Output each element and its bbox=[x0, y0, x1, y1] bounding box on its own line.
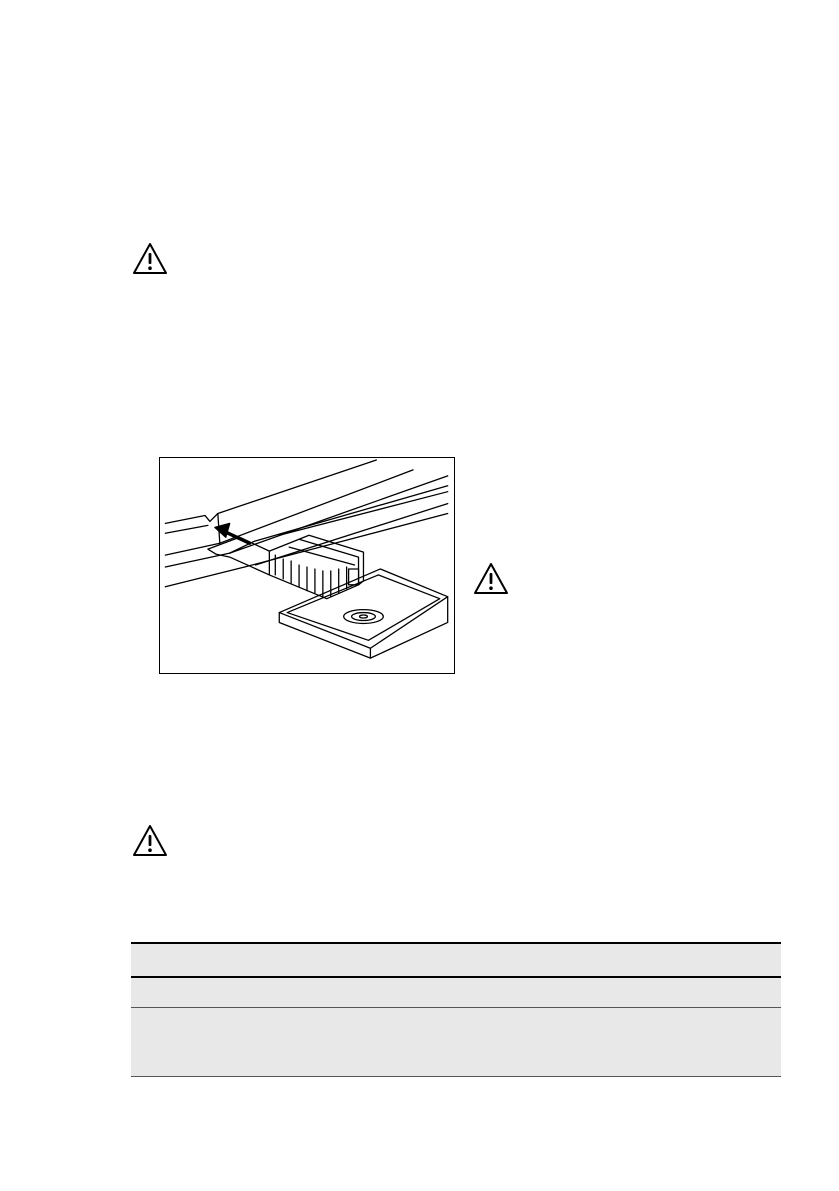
table-cell bbox=[131, 943, 456, 977]
table-row bbox=[131, 977, 781, 1008]
drain-channel-illustration bbox=[159, 457, 455, 674]
warning-triangle-icon bbox=[132, 824, 168, 858]
table-cell bbox=[131, 977, 456, 1008]
warning-triangle-icon bbox=[473, 562, 509, 596]
table-cell bbox=[456, 977, 781, 1008]
table-row bbox=[131, 1008, 781, 1077]
warning-triangle-icon bbox=[132, 242, 168, 276]
table-header-row bbox=[131, 943, 781, 977]
table-cell bbox=[131, 1008, 456, 1077]
spec-table bbox=[131, 942, 781, 1077]
table-cell bbox=[456, 1008, 781, 1077]
table-cell bbox=[456, 943, 781, 977]
